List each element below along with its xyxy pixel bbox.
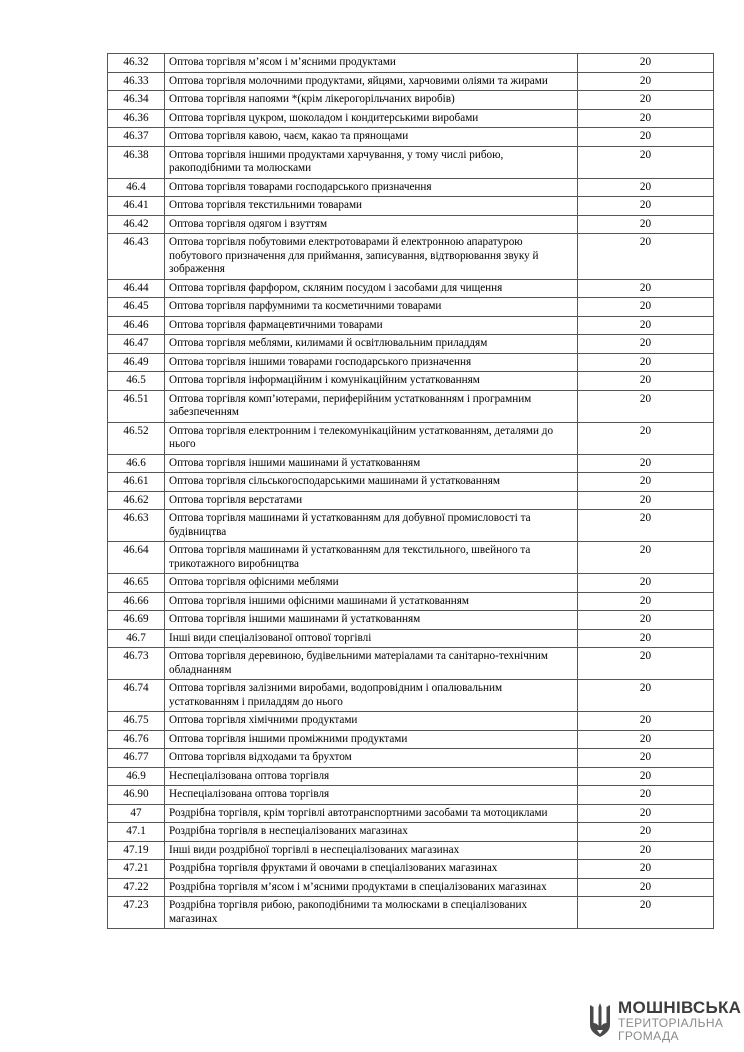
- table-row: [108, 178, 714, 197]
- activity-description: Оптова торгівля електронним і телекомунікаційним устаткованням, деталями до нього: [165, 422, 578, 454]
- activity-description: Оптова торгівля хімічними продуктами: [165, 712, 578, 731]
- activity-description: Інші види роздрібної торгівлі в неспеціалізованих магазинах: [165, 841, 578, 860]
- table-row: [108, 510, 714, 542]
- activity-code: 46.76: [108, 730, 165, 749]
- activity-description: Оптова торгівля офісними меблями: [165, 574, 578, 593]
- table-row: [108, 491, 714, 510]
- activity-rate: 20: [578, 542, 714, 574]
- activity-code: 46.75: [108, 712, 165, 731]
- activity-rate: 20: [578, 510, 714, 542]
- activity-rate: 20: [578, 128, 714, 147]
- table-row: [108, 454, 714, 473]
- activity-rate: 20: [578, 146, 714, 178]
- table-row: [108, 279, 714, 298]
- activity-code: 46.44: [108, 279, 165, 298]
- activity-code: 46.47: [108, 335, 165, 354]
- table-row: [108, 592, 714, 611]
- activity-code: 46.7: [108, 629, 165, 648]
- activity-code: 47.22: [108, 878, 165, 897]
- table-row: [108, 860, 714, 879]
- table-row: [108, 128, 714, 147]
- activity-rate: 20: [578, 279, 714, 298]
- table-row: [108, 730, 714, 749]
- table-row: [108, 335, 714, 354]
- activity-code: 46.41: [108, 197, 165, 216]
- activity-rate: 20: [578, 422, 714, 454]
- activity-description: Оптова торгівля м’ясом і м’ясними продуктами: [165, 54, 578, 73]
- activity-rate: 20: [578, 786, 714, 805]
- activity-code: 46.65: [108, 574, 165, 593]
- activity-code: 46.38: [108, 146, 165, 178]
- activity-code: 46.49: [108, 353, 165, 372]
- activity-rate: 20: [578, 390, 714, 422]
- activity-code: 46.32: [108, 54, 165, 73]
- table-row: [108, 197, 714, 216]
- activity-description: Оптова торгівля іншими продуктами харчування, у тому числі рибою, ракоподібними та молюсками: [165, 146, 578, 178]
- activity-rate: 20: [578, 234, 714, 280]
- activity-description: Оптова торгівля кавою, чаєм, какао та прянощами: [165, 128, 578, 147]
- activity-rate: 20: [578, 860, 714, 879]
- community-logo: [588, 998, 742, 1044]
- activity-description: Оптова торгівля меблями, килимами й освітлювальним приладдям: [165, 335, 578, 354]
- activity-code: 46.77: [108, 749, 165, 768]
- activity-rate: 20: [578, 178, 714, 197]
- activity-code: 46.34: [108, 91, 165, 110]
- activity-code: 46.62: [108, 491, 165, 510]
- activity-rate: 20: [578, 712, 714, 731]
- table-row: [108, 897, 714, 929]
- logo-subtitle-1: ТЕРИТОРІАЛЬНА: [618, 1016, 724, 1030]
- table-row: [108, 574, 714, 593]
- table-row: [108, 316, 714, 335]
- table-row: [108, 54, 714, 73]
- activity-rate: 20: [578, 841, 714, 860]
- activity-description: Роздрібна торгівля м’ясом і м’ясними продуктами в спеціалізованих магазинах: [165, 878, 578, 897]
- activity-rate: 20: [578, 823, 714, 842]
- activity-description: Оптова торгівля іншими офісними машинами й устаткованням: [165, 592, 578, 611]
- table-row: [108, 390, 714, 422]
- activity-code: 46.36: [108, 109, 165, 128]
- activity-description: Оптова торгівля машинами й устаткованням для текстильного, швейного та трикотажного виробництва: [165, 542, 578, 574]
- activity-code: 46.61: [108, 473, 165, 492]
- activity-description: Оптова торгівля іншими товарами господарського призначення: [165, 353, 578, 372]
- activity-description: Оптова торгівля верстатами: [165, 491, 578, 510]
- activity-rate: 20: [578, 629, 714, 648]
- activity-code: 46.5: [108, 372, 165, 391]
- activity-rate: 20: [578, 680, 714, 712]
- activity-description: Оптова торгівля текстильними товарами: [165, 197, 578, 216]
- activity-description: Оптова торгівля товарами господарського призначення: [165, 178, 578, 197]
- activity-rate: 20: [578, 648, 714, 680]
- activity-rate: 20: [578, 611, 714, 630]
- table-row: [108, 234, 714, 280]
- table-row: [108, 648, 714, 680]
- logo-subtitle-2: ГРОМАДА: [618, 1029, 679, 1043]
- table-row: [108, 91, 714, 110]
- activity-description: Оптова торгівля залізними виробами, водопровідним і опалювальним устаткованням і приладдям до нього: [165, 680, 578, 712]
- activity-rate: 20: [578, 473, 714, 492]
- table-row: [108, 823, 714, 842]
- activity-description: Оптова торгівля цукром, шоколадом і кондитерськими виробами: [165, 109, 578, 128]
- activity-rate: 20: [578, 804, 714, 823]
- activity-code: 46.69: [108, 611, 165, 630]
- table-row: [108, 146, 714, 178]
- activity-rate: 20: [578, 316, 714, 335]
- table-row: [108, 422, 714, 454]
- activity-code: 46.46: [108, 316, 165, 335]
- activity-code: 46.6: [108, 454, 165, 473]
- table-row: [108, 372, 714, 391]
- activity-description: Оптова торгівля одягом і взуттям: [165, 215, 578, 234]
- table-row: [108, 473, 714, 492]
- table-row: [108, 298, 714, 317]
- activity-description: Оптова торгівля напоями *(крім лікерогорільчаних виробів): [165, 91, 578, 110]
- activity-rate: 20: [578, 730, 714, 749]
- activity-rate: 20: [578, 592, 714, 611]
- activity-rate: 20: [578, 491, 714, 510]
- activity-code: 46.74: [108, 680, 165, 712]
- activity-code: 46.4: [108, 178, 165, 197]
- activity-rate: 20: [578, 109, 714, 128]
- activity-rate: 20: [578, 197, 714, 216]
- activity-code: 46.42: [108, 215, 165, 234]
- activity-description: Оптова торгівля фармацевтичними товарами: [165, 316, 578, 335]
- activity-code: 46.45: [108, 298, 165, 317]
- activity-description: Оптова торгівля відходами та брухтом: [165, 749, 578, 768]
- activity-rate: 20: [578, 72, 714, 91]
- activity-code: 46.43: [108, 234, 165, 280]
- table-row: [108, 841, 714, 860]
- table-row: [108, 72, 714, 91]
- table-row: [108, 878, 714, 897]
- activity-code: 46.33: [108, 72, 165, 91]
- activity-description: Оптова торгівля фарфором, скляним посудом і засобами для чищення: [165, 279, 578, 298]
- activity-description: Оптова торгівля сільськогосподарськими машинами й устаткованням: [165, 473, 578, 492]
- activity-rate: 20: [578, 91, 714, 110]
- table-row: [108, 712, 714, 731]
- activity-rate: 20: [578, 897, 714, 929]
- table-row: [108, 804, 714, 823]
- activity-description: Оптова торгівля іншими машинами й устаткованням: [165, 454, 578, 473]
- activity-rate: 20: [578, 54, 714, 73]
- activity-code: 47.21: [108, 860, 165, 879]
- table-row: [108, 109, 714, 128]
- table-row: [108, 353, 714, 372]
- activity-description: Оптова торгівля деревиною, будівельними матеріалами та санітарно-технічним обладнанням: [165, 648, 578, 680]
- activity-code: 46.66: [108, 592, 165, 611]
- activity-rate: 20: [578, 372, 714, 391]
- activity-rate: 20: [578, 574, 714, 593]
- activity-code: 46.64: [108, 542, 165, 574]
- activity-rate: 20: [578, 298, 714, 317]
- activity-code: 46.90: [108, 786, 165, 805]
- activity-description: Оптова торгівля іншими машинами й устаткованням: [165, 611, 578, 630]
- activity-description: Оптова торгівля інформаційним і комунікаційним устаткованням: [165, 372, 578, 391]
- activity-code: 46.37: [108, 128, 165, 147]
- table-row: [108, 629, 714, 648]
- table-body: [108, 54, 714, 929]
- activity-description: Оптова торгівля молочними продуктами, яйцями, харчовими оліями та жирами: [165, 72, 578, 91]
- activity-description: Оптова торгівля побутовими електротоварами й електронною апаратурою побутового призначення для приймання, записування, відтворювання звуку й зображення: [165, 234, 578, 280]
- activity-code: 47: [108, 804, 165, 823]
- activity-description: Оптова торгівля парфумними та косметичними товарами: [165, 298, 578, 317]
- trident-icon: [588, 1001, 612, 1039]
- activity-rate: 20: [578, 335, 714, 354]
- activity-description: Роздрібна торгівля, крім торгівлі автотранспортними засобами та мотоциклами: [165, 804, 578, 823]
- activity-rate: 20: [578, 215, 714, 234]
- table-row: [108, 611, 714, 630]
- table-row: [108, 786, 714, 805]
- activity-code: 46.51: [108, 390, 165, 422]
- activity-description: Оптова торгівля комп’ютерами, периферійним устаткованням і програмним забезпеченням: [165, 390, 578, 422]
- activity-description: Неспеціалізована оптова торгівля: [165, 767, 578, 786]
- activity-rate: 20: [578, 767, 714, 786]
- activity-code: 47.23: [108, 897, 165, 929]
- activity-description: Інші види спеціалізованої оптової торгівлі: [165, 629, 578, 648]
- table-row: [108, 215, 714, 234]
- activity-description: Роздрібна торгівля рибою, ракоподібними та молюсками в спеціалізованих магазинах: [165, 897, 578, 929]
- table-row: [108, 680, 714, 712]
- activity-code: 47.19: [108, 841, 165, 860]
- activity-code: 46.63: [108, 510, 165, 542]
- activity-description: Роздрібна торгівля в неспеціалізованих магазинах: [165, 823, 578, 842]
- activity-description: Неспеціалізована оптова торгівля: [165, 786, 578, 805]
- table-row: [108, 767, 714, 786]
- activity-description: Роздрібна торгівля фруктами й овочами в спеціалізованих магазинах: [165, 860, 578, 879]
- activity-code: 46.9: [108, 767, 165, 786]
- activity-rate: 20: [578, 454, 714, 473]
- activity-rate: 20: [578, 749, 714, 768]
- activity-code: 46.73: [108, 648, 165, 680]
- activity-rate: 20: [578, 353, 714, 372]
- table-row: [108, 749, 714, 768]
- activity-codes-table: [107, 53, 714, 929]
- table-row: [108, 542, 714, 574]
- activity-rate: 20: [578, 878, 714, 897]
- activity-code: 46.52: [108, 422, 165, 454]
- activity-description: Оптова торгівля іншими проміжними продуктами: [165, 730, 578, 749]
- activity-code: 47.1: [108, 823, 165, 842]
- activity-description: Оптова торгівля машинами й устаткованням для добувної промисловості та будівництва: [165, 510, 578, 542]
- logo-title: МОШНІВСЬКА: [618, 998, 742, 1017]
